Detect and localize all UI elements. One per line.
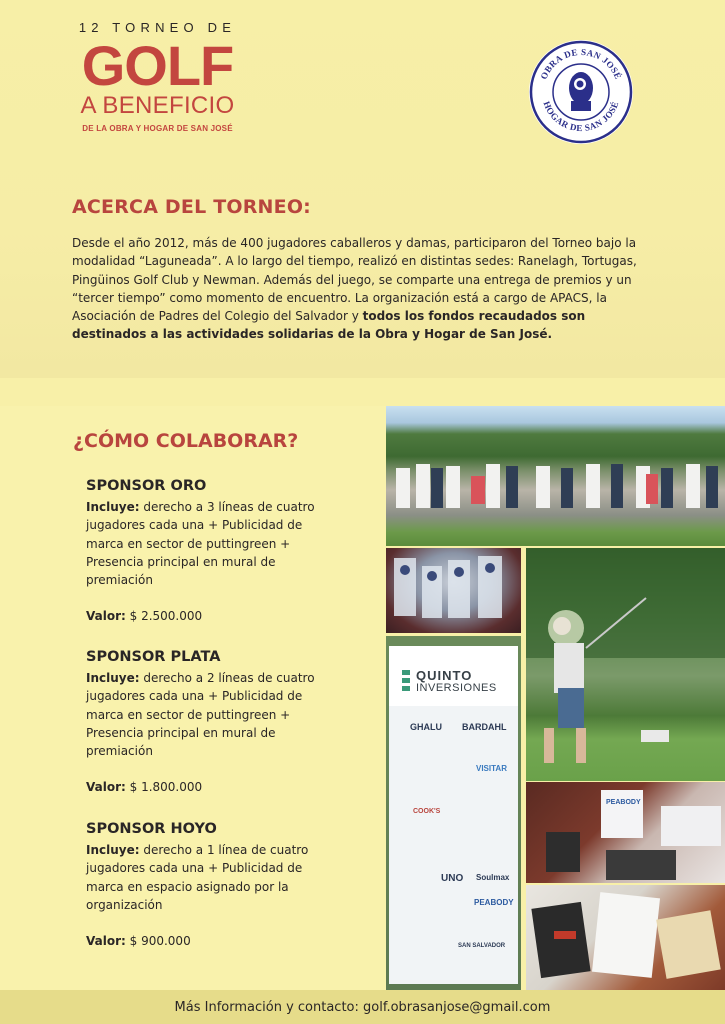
- contact-info: Más Información y contacto: golf.obrasanjose@gmail.com: [174, 999, 551, 1015]
- prizes-photo: [526, 782, 725, 883]
- seal-top-text: OBRA DE SAN JOSÉ: [538, 46, 624, 81]
- golfer-photo: [526, 548, 725, 781]
- sponsor-tier-silver: [86, 649, 326, 794]
- golfer-illustration: [526, 548, 725, 781]
- tier-description: [86, 669, 326, 760]
- prizes-brand-label: PEABODY: [606, 799, 641, 806]
- edition-label: 12 TORNEO DE: [78, 20, 237, 35]
- tier-value-amount: $ 1.800.000: [125, 780, 203, 795]
- banner-brand-line1: QUINTO: [416, 668, 473, 683]
- about-text-lead: Desde el año 2012, más de 400 jugadores caballeros y damas, participaron del Torneo bajo la modalidad “Laguneada”. A lo largo del tiempo, realizó en distintas sedes: Ranelagh, Tortugas, Pingüinos Golf Club y Newman. Además del juego, se comparte una entrega de premios y un “tercer tiempo” como momento de encuentro. La organización está a cargo de APACS, la Asociación de Padres del Colegio del Salvador y: [72, 236, 637, 324]
- value-label: Valor:: [86, 934, 126, 949]
- benefit-title: A BENEFICIO: [80, 92, 235, 119]
- sponsor-logo-uno: UNO: [441, 873, 464, 884]
- sponsor-logo-soulmax: Soulmax: [476, 873, 510, 882]
- tier-value: [86, 780, 326, 794]
- sponsor-logo-ghalu: GHALU: [410, 722, 442, 732]
- brochures-photo: [526, 885, 725, 990]
- about-title: ACERCA DEL TORNEO:: [72, 196, 311, 218]
- tier-name: SPONSOR PLATA: [86, 649, 221, 665]
- tier-description: [86, 841, 326, 914]
- tier-name: SPONSOR ORO: [86, 478, 207, 494]
- sponsor-logo-cooks: COOK'S: [413, 808, 441, 815]
- benefit-subtitle: DE LA OBRA Y HOGAR DE SAN JOSÉ: [82, 124, 233, 133]
- sponsor-logo-bardahl: BARDAHL: [462, 722, 507, 732]
- sponsor-logo-visitar: VISITAR: [476, 764, 507, 773]
- banner-brand-line2: INVERSIONES: [416, 682, 497, 694]
- collaborate-title: ¿CÓMO COLABORAR?: [73, 430, 299, 452]
- tier-value: [86, 934, 326, 948]
- tier-name: SPONSOR HOYO: [86, 821, 217, 837]
- value-label: Valor:: [86, 780, 126, 795]
- sponsor-logo-peabody: PEABODY: [474, 898, 514, 907]
- tier-desc-text: derecho a 1 línea de cuatro jugadores cada una + Publicidad de marca en espacio asignado por la organización: [86, 843, 309, 912]
- group-people-illustration: [386, 406, 725, 546]
- mother-child-icon: [569, 72, 593, 111]
- group-photo: [386, 406, 725, 546]
- value-label: Valor:: [86, 609, 126, 624]
- prizes-illustration: [526, 782, 725, 883]
- trophies-photo: [386, 548, 521, 633]
- footer-bar: [0, 990, 725, 1024]
- tier-value-amount: $ 900.000: [125, 934, 191, 949]
- includes-label: Incluye:: [86, 671, 140, 685]
- quinto-logo-icon: [402, 670, 410, 692]
- tier-description: [86, 498, 326, 589]
- tier-value-amount: $ 2.500.000: [125, 609, 203, 624]
- sponsor-logo-salvador: SAN SALVADOR: [458, 943, 506, 949]
- tier-desc-text: derecho a 2 líneas de cuatro jugadores cada una + Publicidad de marca en sector de puttingreen + Presencia principal en mural de premiación: [86, 671, 315, 759]
- tier-desc-text: derecho a 3 líneas de cuatro jugadores cada una + Publicidad de marca en sector de puttingreen + Presencia principal en mural de premiación: [86, 500, 315, 588]
- trophies-illustration: [386, 548, 521, 633]
- sponsor-tier-gold: [86, 478, 326, 623]
- brochures-illustration: [526, 885, 725, 990]
- obra-san-jose-seal-logo: [528, 39, 634, 145]
- sponsor-tier-hole: [86, 821, 326, 948]
- includes-label: Incluye:: [86, 843, 140, 857]
- seal-bottom-text: HOGAR DE SAN JOSÉ: [541, 99, 621, 134]
- includes-label: Incluye:: [86, 500, 140, 514]
- tournament-logo: [70, 20, 245, 133]
- tier-value: [86, 609, 326, 623]
- golf-title: GOLF: [81, 34, 234, 97]
- about-text-bold: todos los fondos recaudados son destinados a las actividades solidarias de la Obra y Hogar de San José.: [72, 309, 586, 342]
- about-paragraph: [72, 234, 652, 344]
